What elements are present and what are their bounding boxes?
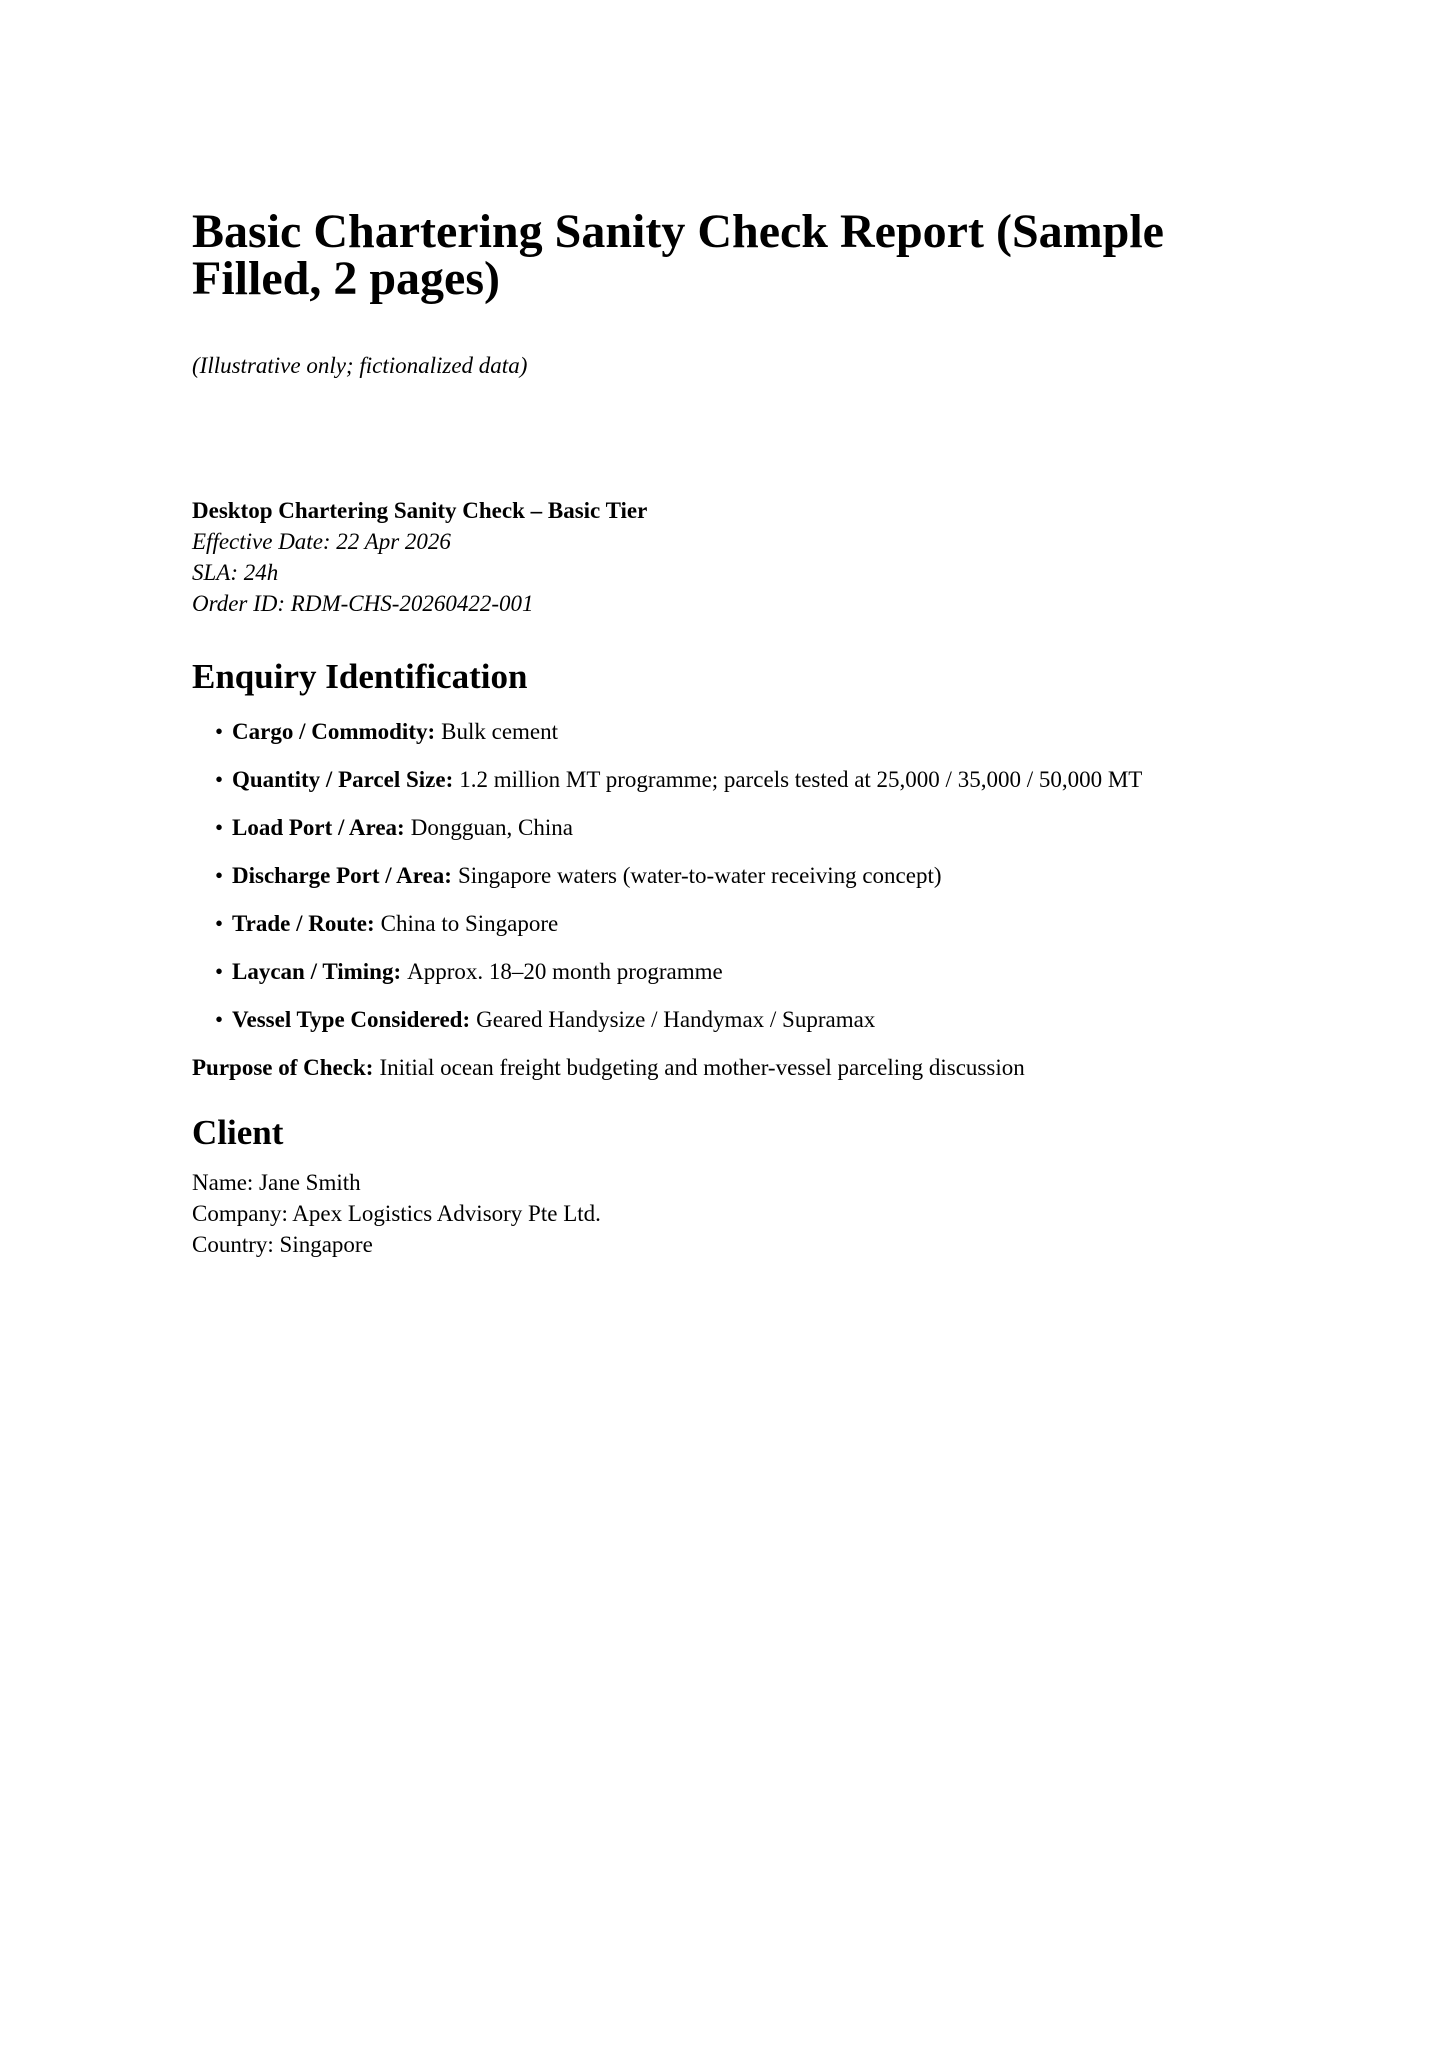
meta-block (192, 495, 1297, 619)
list-item-value: 1.2 million MT programme; parcels tested at 25,000 / 35,000 / 50,000 MT (459, 767, 1143, 792)
meta-heading: Desktop Chartering Sanity Check – Basic Tier (192, 498, 648, 523)
enquiry-list (192, 716, 1297, 1035)
list-item (232, 956, 1297, 987)
subtitle: (Illustrative only; fictionalized data) (192, 353, 528, 378)
report-page (192, 205, 1297, 1260)
list-item (232, 716, 1297, 747)
purpose-label: Purpose of Check: (192, 1055, 374, 1080)
list-item-value: Singapore waters (water-to-water receiving concept) (457, 863, 942, 888)
list-item-value: Bulk cement (441, 719, 559, 744)
list-item-label: Laycan / Timing: (232, 959, 402, 984)
client-section-heading: Client (192, 1113, 284, 1152)
list-item-label: Discharge Port / Area: (232, 863, 452, 888)
list-item (232, 1004, 1297, 1035)
page-title: Basic Chartering Sanity Check Report (Sample Filled, 2 pages) (192, 205, 1164, 305)
list-item (232, 812, 1297, 843)
list-item-label: Vessel Type Considered: (232, 1007, 471, 1032)
list-item-value: Approx. 18–20 month programme (407, 959, 723, 984)
list-item-value: Dongguan, China (410, 815, 573, 840)
list-item-label: Cargo / Commodity: (232, 719, 436, 744)
effective-date-line: Effective Date: 22 Apr 2026 (192, 529, 451, 554)
client-block (192, 1167, 1297, 1260)
sla-line: SLA: 24h (192, 560, 279, 585)
list-item-label: Trade / Route: (232, 911, 375, 936)
list-item-value: Geared Handysize / Handymax / Supramax (476, 1007, 876, 1032)
list-item-value: China to Singapore (380, 911, 559, 936)
list-item-label: Quantity / Parcel Size: (232, 767, 454, 792)
list-item-label: Load Port / Area: (232, 815, 405, 840)
list-item (232, 860, 1297, 891)
enquiry-section-heading: Enquiry Identification (192, 657, 528, 696)
purpose-value: Initial ocean freight budgeting and mother-vessel parceling discussion (379, 1055, 1025, 1080)
client-name-line: Name: Jane Smith (192, 1170, 361, 1195)
purpose-line (192, 1052, 1297, 1083)
order-id-line: Order ID: RDM-CHS-20260422-001 (192, 591, 534, 616)
client-country-line: Country: Singapore (192, 1232, 373, 1257)
list-item (232, 764, 1297, 795)
list-item (232, 908, 1297, 939)
client-company-line: Company: Apex Logistics Advisory Pte Ltd. (192, 1201, 601, 1226)
